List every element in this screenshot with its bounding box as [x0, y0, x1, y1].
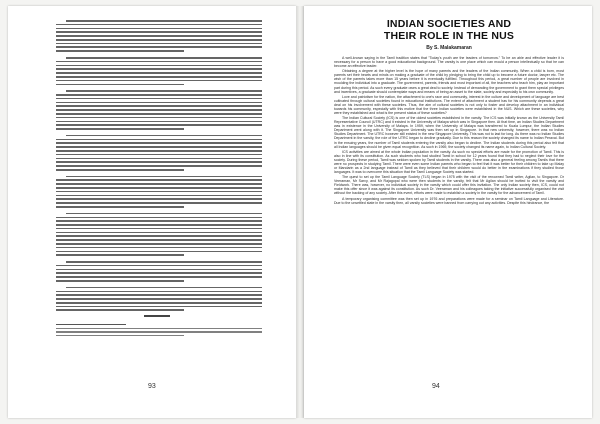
article-title-line-1: INDIAN SOCIETIES AND	[386, 18, 512, 30]
tamil-text-line	[56, 68, 262, 70]
tamil-text-line	[56, 298, 262, 300]
tamil-text-line	[56, 98, 262, 100]
tamil-text-line	[56, 139, 262, 141]
tamil-text-line	[56, 50, 184, 52]
left-page	[8, 6, 296, 418]
book-gutter	[296, 6, 304, 418]
tamil-footnote-line	[56, 328, 262, 329]
left-page-number: 93	[148, 383, 156, 390]
tamil-text-line	[56, 121, 262, 123]
tamil-text-line	[56, 251, 262, 253]
tamil-text-line	[66, 20, 262, 22]
tamil-text-line	[56, 150, 262, 152]
tamil-text-line	[56, 198, 262, 200]
tamil-text-line	[56, 224, 262, 226]
footnote-rule	[56, 324, 126, 325]
tamil-text-line	[56, 291, 262, 293]
tamil-text-line	[56, 202, 262, 204]
tamil-text-line	[56, 191, 262, 193]
tamil-text-line	[56, 272, 262, 274]
tamil-text-line	[56, 105, 262, 107]
tamil-text-line	[56, 102, 262, 104]
tamil-text-line	[56, 39, 262, 41]
tamil-text-line	[56, 195, 262, 197]
tamil-text-line	[56, 117, 262, 119]
tamil-text-line	[56, 109, 262, 111]
tamil-text-line	[56, 31, 262, 33]
tamil-text-line	[66, 176, 262, 178]
tamil-text-line	[56, 72, 262, 74]
tamil-text-line	[56, 24, 262, 26]
tamil-text-line	[56, 247, 262, 249]
tamil-text-line	[56, 124, 262, 126]
tamil-text-line	[66, 287, 262, 289]
tamil-text-line	[56, 35, 262, 37]
tamil-text-line	[56, 158, 262, 160]
tamil-text-line	[56, 80, 262, 82]
tamil-footnote-line	[56, 331, 262, 332]
tamil-text-line	[56, 309, 184, 311]
article	[334, 18, 564, 206]
tamil-text-line	[56, 235, 262, 237]
tamil-text-line	[56, 43, 262, 45]
tamil-text-line	[66, 135, 262, 137]
tamil-text-line	[56, 183, 262, 185]
tamil-text-line	[56, 294, 262, 296]
tamil-footnote-line	[56, 335, 184, 336]
tamil-text-line	[66, 213, 262, 215]
tamil-text-line	[56, 187, 262, 189]
tamil-closing-mark	[144, 315, 170, 317]
tamil-text-line	[56, 280, 184, 282]
tamil-text-line	[66, 90, 262, 92]
tamil-text-line	[56, 217, 262, 219]
tamil-text-line	[56, 28, 262, 30]
tamil-text-line	[56, 276, 262, 278]
tamil-text-line	[56, 146, 262, 148]
tamil-text-line	[56, 161, 262, 163]
article-paragraph: A temporary organising committee was then set up in 1976 and preparations were made for a seminar on Tamil Language and Literature. Due to the unsettled state in the varsity then, all varsity societies were banned from carrying out any activities. Despite this hindrance, the	[334, 196, 564, 205]
article-author: By S. Malakamaran	[426, 45, 472, 51]
tamil-text-line	[56, 165, 262, 167]
tamil-text-line	[56, 76, 262, 78]
tamil-text-line	[56, 46, 262, 48]
tamil-text-line	[56, 169, 184, 171]
tamil-text-line	[56, 302, 262, 304]
article-paragraph: A well-known saying in the Tamil tradition states that "Today's youth are the leaders of tomorrow." To be an able and effective leader it is necessary for a person to have a good educational background. The varsity is one place which can mould a person intellectually so that he can become an effective leader.	[334, 56, 564, 69]
article-paragraph: ICS activities are aimed at the whole Indian population in the varsity. As such no special efforts are made for the promotion of Tamil. This is also in line with its constitution. As such students who had studied Tamil in school for 12 years found that they had to neglect their love for the society. During these period, Tamil was seldom spoken by Tamil students in the varsity. There was also a general feeling among Tamils that there were no prospects in studying Tamil. There were even some Indian parents who began to feel that it was better for their children to take up Malay or Mandarin as a 2nd language instead of Tamil as they believed that their children would do better in the examinations if they studied those languages. It was to overcome this situation that the Tamil Language Society was started.	[334, 149, 564, 175]
tamil-text-line	[56, 179, 262, 181]
tamil-text-line	[66, 57, 262, 59]
tamil-text-line	[56, 306, 262, 308]
right-page-number: 94	[432, 383, 440, 390]
article-paragraph: Love and patriotism for the nation, the attachment to one's race and community, interest in the culture and development of language are best cultivated through cultural societies found in educational institutions. The extent of attachment a student has for his community depends a great deal on his involvement with these societies. Thus, the aim of cultural societies is not only to foster and develop attachment in an individual towards his community, especially with this motive that the three Indian societies were established in the NUS. Which are these societies, why were they established and what is the present status of these societies?	[334, 94, 564, 115]
tamil-text-line	[56, 254, 184, 256]
tamil-text-body	[56, 20, 262, 313]
right-page	[304, 6, 592, 418]
article-title-line-2: THEIR ROLE IN THE NUS	[383, 30, 515, 42]
article-paragraph: The Indian Cultural Society (ICS) is one of the oldest societies established in the varsity. The ICS was initially known as the University Tamil Representative Council (UTRC) and it existed in the University of Malaya which was in Singapore then. At that time, an Indian Studies Department was in existence in the University of Malaya. In 1959, when the University of Malaya was transferred to Kuala Lumpur, the Indian Studies Department went along with it. The Singapore University was then set up in Singapore. In that new university, however, there was no Indian Studies Department. The UTRC however still existed in the new Singapore University. This was not to last for long. As there was no Indian Studies Department in the varsity, the role of the UTRC began to decline gradually. Due to this reason the society changed its name to Indian Peravai. But in the ensuing years, the number of Tamil students entering the varsity also began to decline. The Indian students during this period also felt that all Indian languages should be given equal recognition. As such in 1969, the society changed its name again, to Indian Cultural Society.	[334, 116, 564, 149]
tamil-text-line	[56, 220, 262, 222]
tamil-text-line	[56, 113, 262, 115]
article-paragraph: The quest to set up the Tamil Language Society (TLS) began in 1975 with the visit of the renowned Tamil writer, Agilan, to Singapore. Dr Veeraman, Mr Sarvy, and Mr Rajagopal who were then students in the varsity, felt that Mr Agilan should be invited to visit the varsity and Fieldwork. There was, however, no individual society in the varsity which could offer this invitation. The only Indian society then, ICS, could not make this offer since it was against its constitution. As such Dr. Veeraman and his colleagues taking the initiative successfully organised the visit without the backing of any society. After this event, efforts were made to establish a society in the varsity for the advancement of Tamil.	[334, 175, 564, 196]
tamil-text-line	[56, 65, 262, 67]
tamil-text-line	[56, 243, 262, 245]
tamil-text-line	[56, 84, 184, 86]
tamil-text-line	[56, 265, 262, 267]
tamil-text-line	[56, 142, 262, 144]
tamil-text-line	[66, 261, 262, 263]
article-paragraph: Obtaining a degree at the higher level is the hope of many parents and the leaders of the Indian community. When a child is born, most parents set their hearts and minds on making a graduate of the child by pledging to bring the child up to become a future doctor, lawyer etc. The wish of the parents takes more than 15 years before it is eventually fulfilled. Throughout this period, a great number of people are involved in moulding the individual into a graduate. The government, parents, friends and most important of all, the teachers who teach him, play an important part during this period. As such every graduate owes a great deal to society. Instead of demanding the government to grant them special privileges and incentives, a graduate should contemplate ways and means of being an asset to the state, society and especially to his own community.	[334, 69, 564, 94]
article-title	[334, 18, 564, 42]
tamil-text-line	[56, 61, 262, 63]
tamil-text-line	[56, 94, 262, 96]
tamil-footnote	[56, 328, 262, 338]
tamil-text-line	[56, 154, 262, 156]
tamil-text-line	[56, 269, 262, 271]
tamil-text-line	[56, 239, 262, 241]
article-body	[334, 56, 564, 205]
tamil-text-line	[56, 128, 184, 130]
tamil-text-line	[56, 228, 262, 230]
tamil-text-line	[56, 206, 184, 208]
tamil-text-line	[56, 232, 262, 234]
